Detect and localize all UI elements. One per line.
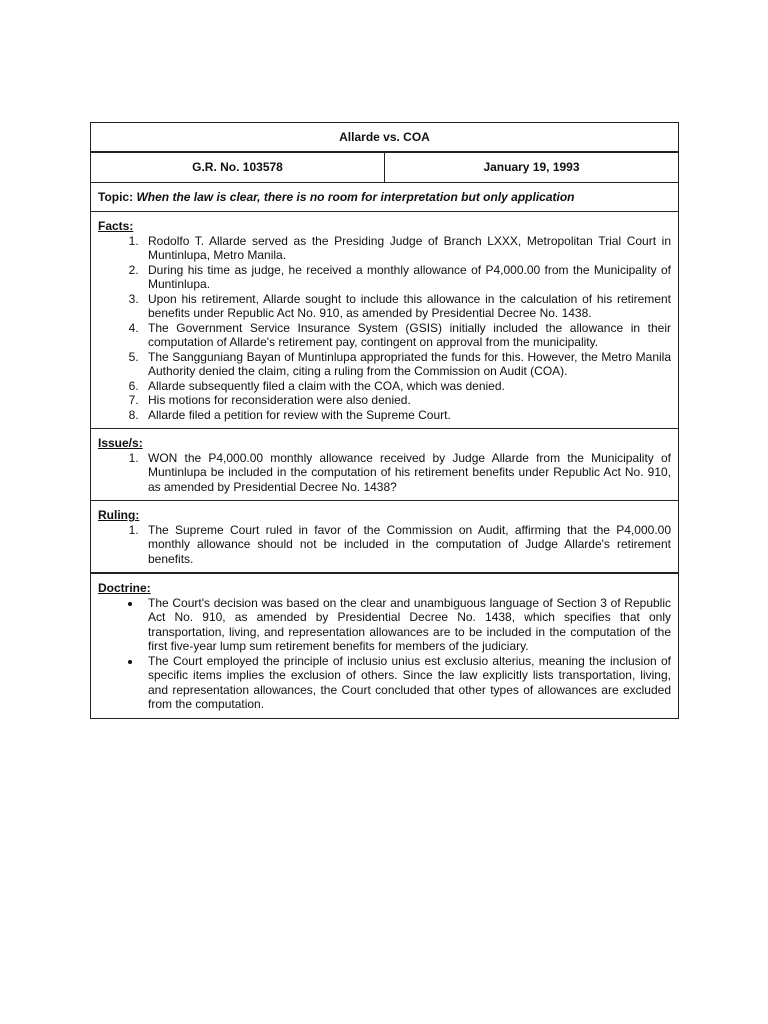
list-item: 1. WON the P4,000.00 monthly allowance received by Judge Allarde from the Municipality of Muntinlupa be included in the computation of his retirement benefits under Republic Act No. 910, as amended by Presidential Decree No. 1438?	[142, 451, 671, 495]
case-title: Allarde vs. COA	[91, 123, 679, 153]
list-item: 2. During his time as judge, he received a monthly allowance of P4,000.00 from the Municipality of Muntinlupa.	[142, 263, 671, 292]
facts-section	[91, 212, 679, 429]
list-item: 7. His motions for reconsideration were also denied.	[142, 393, 671, 408]
list-item: 8. Allarde filed a petition for review with the Supreme Court.	[142, 408, 671, 423]
list-item: • The Court's decision was based on the clear and unambiguous language of Section 3 of Republic Act No. 910, as amended by Presidential Decree No. 1438, which specifies that only transportation, living, and representation allowances are to be included in the computation of the first five-year lump sum retirement benefits for members of the judiciary.	[142, 596, 671, 654]
list-item: 5. The Sangguniang Bayan of Muntinlupa appropriated the funds for this. However, the Metro Manila Authority denied the claim, citing a ruling from the Commission on Audit (COA).	[142, 350, 671, 379]
facts-row	[91, 212, 679, 429]
topic-row	[91, 183, 679, 212]
list-item: 1. The Supreme Court ruled in favor of the Commission on Audit, affirming that the P4,000.00 monthly allowance should not be included in the computation of Judge Allarde's retirement benefits.	[142, 523, 671, 567]
topic-label: Topic:	[98, 189, 134, 204]
list-item: 6. Allarde subsequently filed a claim with the COA, which was denied.	[142, 379, 671, 394]
issues-section	[91, 429, 679, 501]
ruling-heading: Ruling:	[98, 508, 140, 522]
ruling-section	[91, 501, 679, 574]
gr-number: G.R. No. 103578	[91, 152, 385, 183]
issues-row	[91, 429, 679, 501]
issues-list	[98, 451, 671, 495]
doctrine-list	[98, 596, 671, 712]
list-item: 3. Upon his retirement, Allarde sought to include this allowance in the calculation of his retirement benefits under Republic Act No. 910, as amended by Presidential Decree No. 1438.	[142, 292, 671, 321]
decision-date: January 19, 1993	[385, 152, 679, 183]
title-row	[91, 123, 679, 153]
list-item: 4. The Government Service Insurance System (GSIS) initially included the allowance in their computation of Allarde's retirement pay, contingent on approval from the municipality.	[142, 321, 671, 350]
case-digest-table	[90, 122, 679, 719]
topic-text: When the law is clear, there is no room for interpretation but only application	[136, 189, 575, 204]
doctrine-heading: Doctrine:	[98, 581, 151, 595]
issues-heading: Issue/s:	[98, 436, 143, 450]
list-item: 1. Rodolfo T. Allarde served as the Presiding Judge of Branch LXXX, Metropolitan Trial Court in Muntinlupa, Metro Manila.	[142, 234, 671, 263]
list-item: • The Court employed the principle of inclusio unius est exclusio alterius, meaning the inclusion of specific items implies the exclusion of others. Since the law explicitly lists transportation, living, and representation allowances, the Court concluded that other types of allowances are excluded from the computation.	[142, 654, 671, 712]
ruling-list	[98, 523, 671, 567]
meta-row	[91, 152, 679, 183]
doctrine-row	[91, 573, 679, 718]
facts-heading: Facts:	[98, 219, 134, 233]
topic-cell	[91, 183, 679, 212]
ruling-row	[91, 501, 679, 574]
doctrine-section	[91, 573, 679, 718]
facts-list	[98, 234, 671, 423]
